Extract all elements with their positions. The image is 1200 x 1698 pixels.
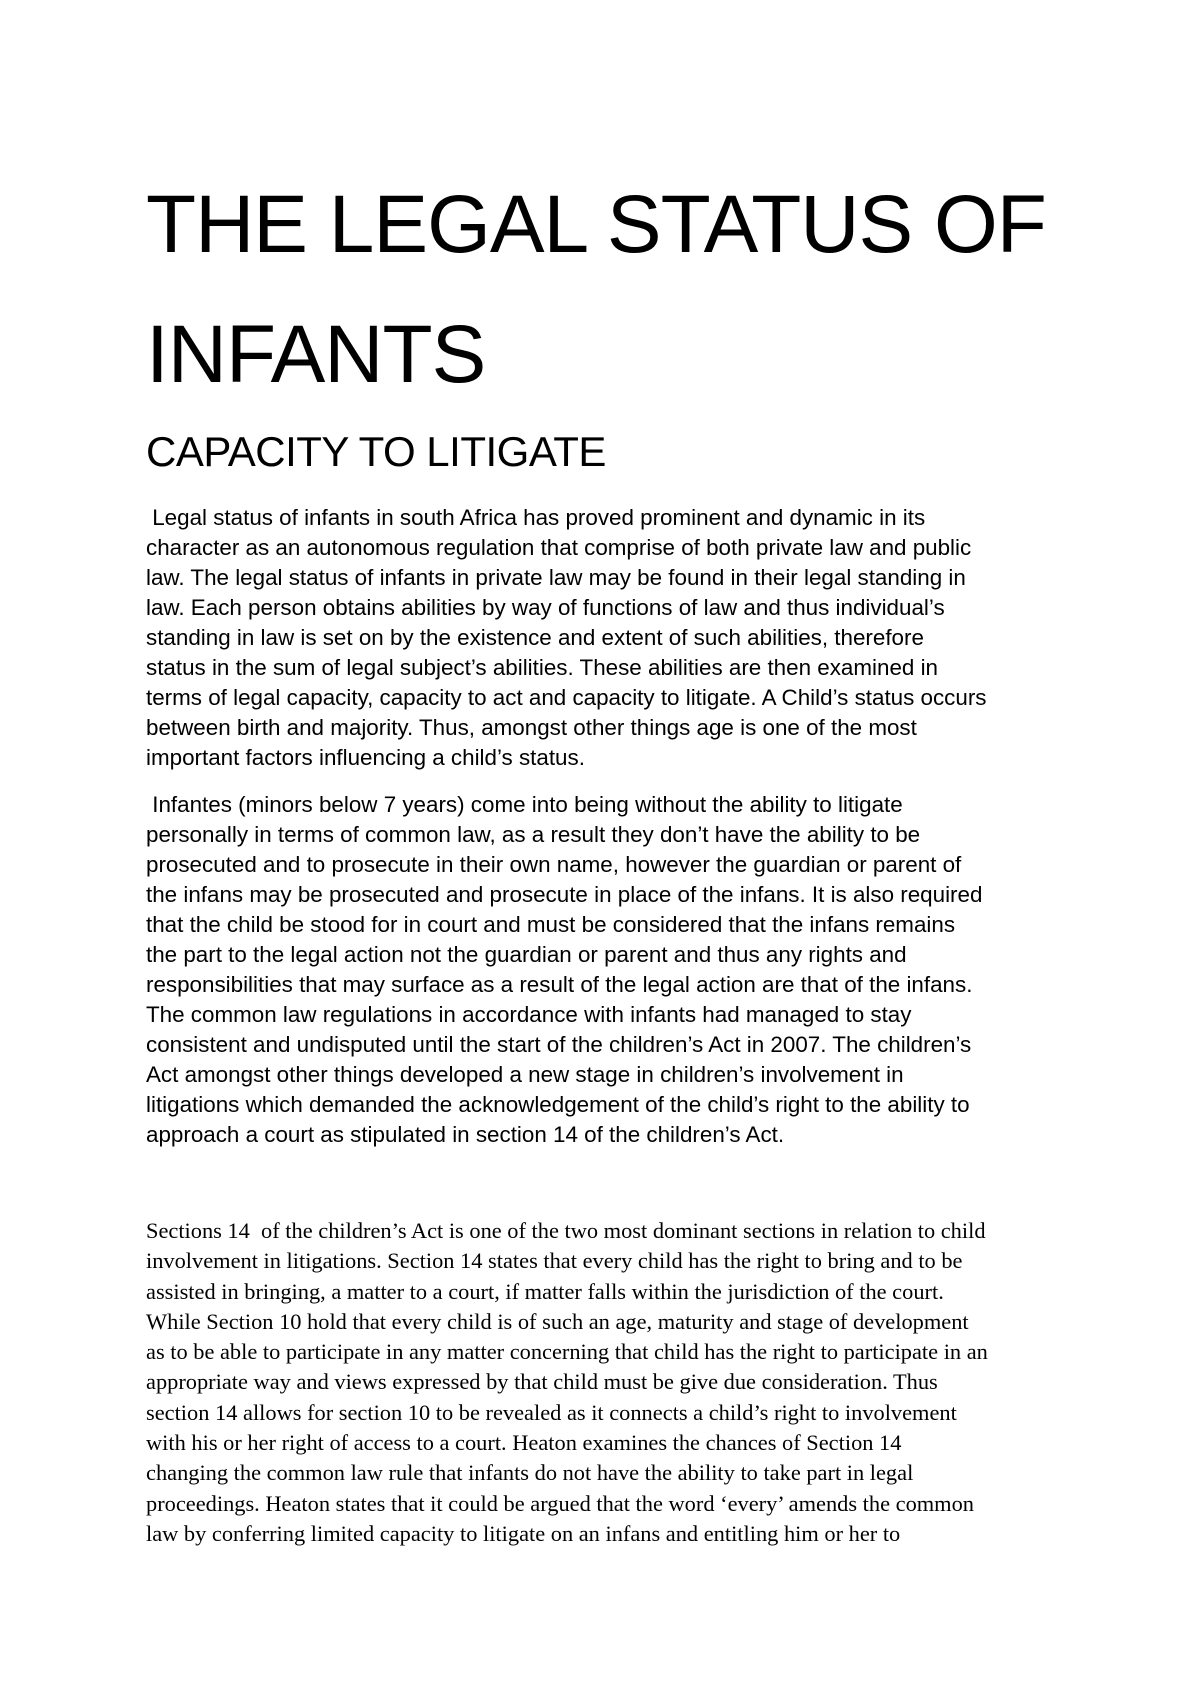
paragraph-line: law. The legal status of infants in private law may be found in their legal standing in xyxy=(146,565,966,590)
paragraph-line: Act amongst other things developed a new stage in children’s involvement in xyxy=(146,1062,904,1087)
paragraph-line: the infans may be prosecuted and prosecute in place of the infans. It is also required xyxy=(146,882,983,907)
paragraph-line: Legal status of infants in south Africa has proved prominent and dynamic in its xyxy=(146,505,926,530)
paragraph-line: the part to the legal action not the guardian or parent and thus any rights and xyxy=(146,942,907,967)
section-heading: CAPACITY TO LITIGATE xyxy=(146,428,606,475)
paragraph-line: appropriate way and views expressed by that child must be give due consideration. Thus xyxy=(146,1369,938,1395)
paragraph-line: assisted in bringing, a matter to a court, if matter falls within the jurisdiction of the court. xyxy=(146,1278,944,1304)
paragraph-line: with his or her right of access to a court. Heaton examines the chances of Section 14 xyxy=(146,1430,902,1456)
paragraph-line: Sections 14 of the children’s Act is one of the two most dominant sections in relation to child xyxy=(146,1218,986,1243)
paragraph-line: proceedings. Heaton states that it could be argued that the word ‘every’ amends the common xyxy=(146,1490,974,1516)
paragraph-line: involvement in litigations. Section 14 states that every child has the right to bring and to be xyxy=(146,1248,963,1274)
paragraph-section-14 xyxy=(146,1216,1066,1549)
paragraph-line: responsibilities that may surface as a result of the legal action are that of the infans. xyxy=(146,972,973,997)
paragraph-line: important factors influencing a child’s status. xyxy=(146,745,585,770)
paragraph-infantes xyxy=(146,790,1066,1150)
paragraph-line: changing the common law rule that infants do not have the ability to take part in legal xyxy=(146,1460,914,1486)
paragraph-line: prosecuted and to prosecute in their own name, however the guardian or parent of xyxy=(146,852,962,877)
title-line: THE LEGAL STATUS OF xyxy=(146,179,1046,270)
paragraph-line: section 14 allows for section 10 to be revealed as it connects a child’s right to involvement xyxy=(146,1399,957,1425)
paragraph-line: between birth and majority. Thus, amongst other things age is one of the most xyxy=(146,715,917,740)
paragraph-line: While Section 10 hold that every child is of such an age, maturity and stage of development xyxy=(146,1308,969,1334)
paragraph-line: approach a court as stipulated in section 14 of the children’s Act. xyxy=(146,1122,785,1147)
paragraph-line: personally in terms of common law, as a result they don’t have the ability to be xyxy=(146,822,921,847)
paragraph-line: law. Each person obtains abilities by way of functions of law and thus individual’s xyxy=(146,595,945,620)
paragraph-line: litigations which demanded the acknowledgement of the child’s right to the ability to xyxy=(146,1092,970,1117)
paragraph-line: terms of legal capacity, capacity to act and capacity to litigate. A Child’s status occurs xyxy=(146,685,987,710)
paragraph-line: character as an autonomous regulation that comprise of both private law and public xyxy=(146,535,972,560)
paragraph-line: status in the sum of legal subject’s abilities. These abilities are then examined in xyxy=(146,655,938,680)
document-title xyxy=(146,160,1086,420)
paragraph-line: consistent and undisputed until the start of the children’s Act in 2007. The children’s xyxy=(146,1032,972,1057)
paragraph-legal-status xyxy=(146,503,1066,773)
paragraph-line: law by conferring limited capacity to litigate on an infans and entitling him or her to xyxy=(146,1520,901,1546)
paragraph-line: as to be able to participate in any matter concerning that child has the right to participate in an xyxy=(146,1339,988,1365)
paragraph-line: The common law regulations in accordance with infants had managed to stay xyxy=(146,1002,912,1027)
paragraph-line: Infantes (minors below 7 years) come into being without the ability to litigate xyxy=(146,792,903,817)
paragraph-line: standing in law is set on by the existence and extent of such abilities, therefore xyxy=(146,625,924,650)
title-line: INFANTS xyxy=(146,309,486,400)
paragraph-line: that the child be stood for in court and must be considered that the infans remains xyxy=(146,912,956,937)
